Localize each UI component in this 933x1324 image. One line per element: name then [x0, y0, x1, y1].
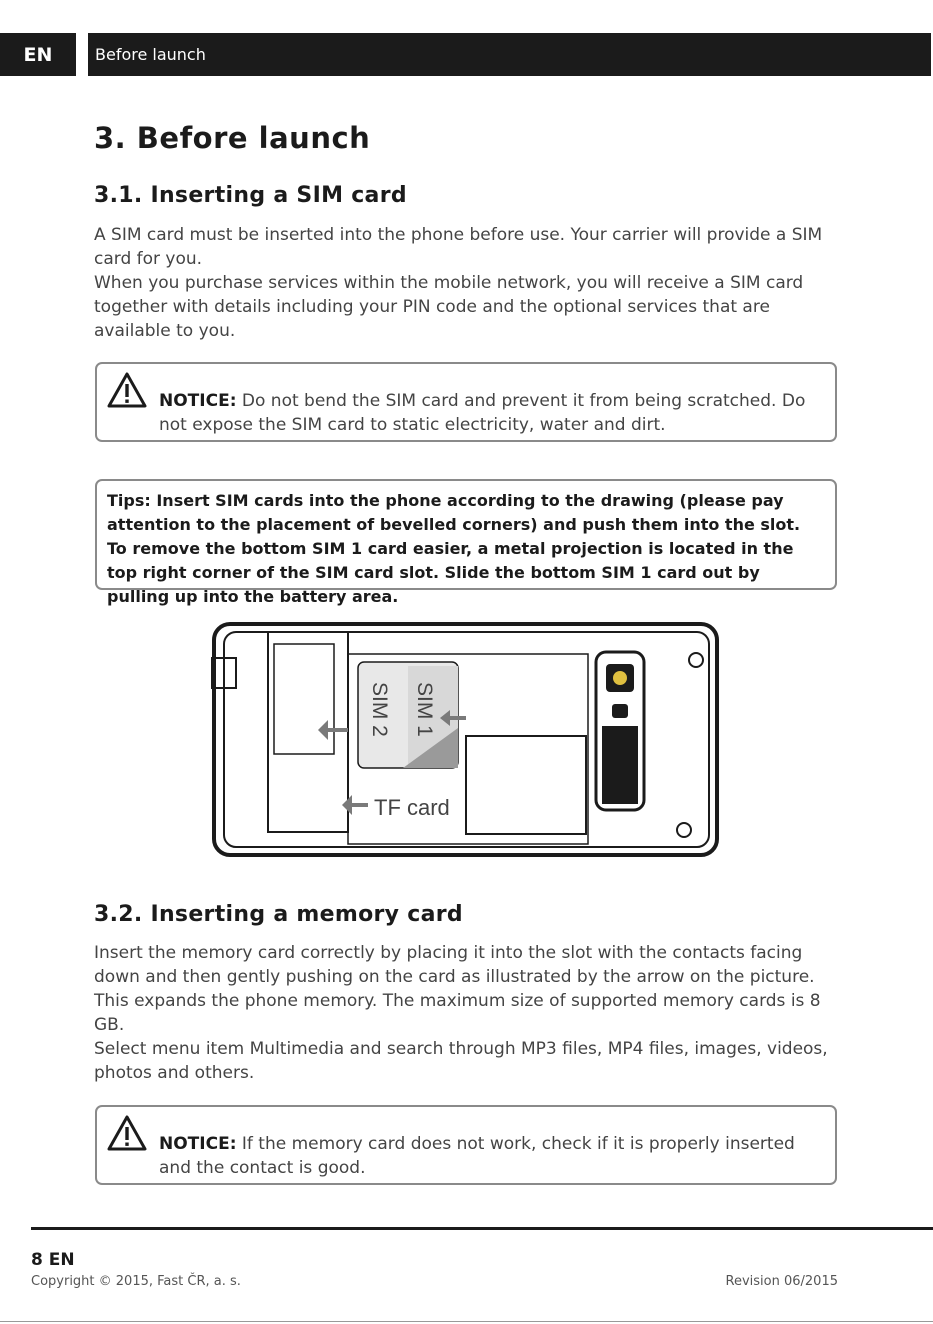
memory-notice-box	[95, 1105, 837, 1185]
paragraph: Select menu item Multimedia and search through MP3 files, MP4 files, images, videos, photos and others.	[94, 1039, 828, 1083]
language-tab: EN	[0, 33, 76, 76]
notice-label: NOTICE:	[159, 1134, 237, 1154]
tips-text: Tips: Insert SIM cards into the phone according to the drawing (please pay attention to the placement of bevelled corners) and push them into the slot. To remove the bottom SIM 1 card easier, a metal projection is located in the top right corner of the SIM card slot. Slide the bottom SIM 1 card out by pulling up into the battery area.	[107, 491, 801, 606]
sim-slot-illustration	[208, 618, 723, 861]
footer-divider	[31, 1227, 933, 1230]
sim-notice-box	[95, 362, 837, 442]
notice-body: Do not bend the SIM card and prevent it from being scratched. Do not expose the SIM card to static electricity, water and dirt.	[159, 391, 806, 435]
paragraph: When you purchase services within the mobile network, you will receive a SIM card together with details including your PIN code and the optional services that are available to you.	[94, 273, 804, 341]
sim-intro-text	[94, 223, 839, 343]
memory-intro-text	[94, 941, 839, 1085]
section-header	[88, 33, 931, 76]
notice-text	[159, 1132, 827, 1180]
section-heading-sim: 3.1. Inserting a SIM card	[94, 183, 407, 208]
section-header-title: Before launch	[95, 45, 206, 64]
notice-body: If the memory card does not work, check if it is properly inserted and the contact is good.	[159, 1134, 795, 1178]
page-number: 8 EN	[31, 1250, 75, 1270]
copyright-text: Copyright © 2015, Fast ČR, a. s.	[31, 1274, 241, 1289]
tf-card-label: TF card	[374, 795, 450, 820]
section-heading-memory: 3.2. Inserting a memory card	[94, 902, 463, 927]
bottom-divider	[0, 1321, 933, 1322]
warning-icon	[107, 372, 147, 408]
sim2-label: SIM 2	[368, 682, 391, 737]
notice-text	[159, 389, 827, 437]
paragraph: A SIM card must be inserted into the phone before use. Your carrier will provide a SIM card for you.	[94, 225, 823, 269]
notice-label: NOTICE:	[159, 391, 237, 411]
paragraph: Insert the memory card correctly by placing it into the slot with the contacts facing down and then gently pushing on the card as illustrated by the arrow on the picture. This expands the phone memory. The maximum size of supported memory cards is 8 GB.	[94, 943, 821, 1035]
tips-box	[95, 479, 837, 606]
sim1-label: SIM 1	[413, 682, 436, 737]
warning-icon	[107, 1115, 147, 1151]
page-title: 3. Before launch	[94, 121, 371, 155]
revision-text: Revision 06/2015	[725, 1274, 838, 1289]
